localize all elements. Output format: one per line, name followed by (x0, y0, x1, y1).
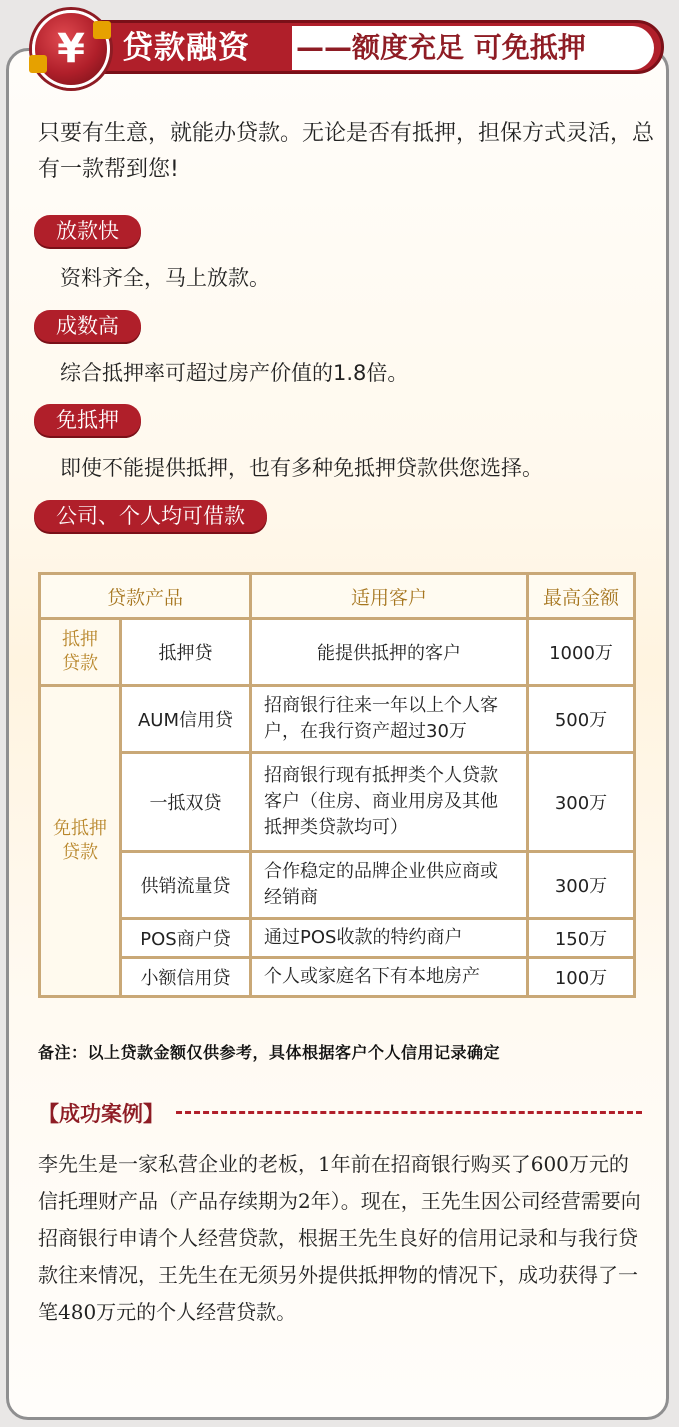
product-cell: AUM信用贷 (122, 687, 249, 751)
header-banner (24, 4, 664, 80)
section-tag-borrowers: 公司、个人均可借款 (34, 500, 267, 532)
customer-cell: 能提供抵押的客户 (252, 620, 526, 684)
table-header-row (41, 575, 633, 617)
feature-tag-no-collateral: 免抵押 (34, 404, 141, 436)
product-cell: 供销流量贷 (122, 853, 249, 917)
banner-title: 贷款融资 (122, 30, 250, 66)
table-row (41, 920, 633, 956)
amount-cell: 300万 (529, 853, 633, 917)
feature-desc-no-collateral: 即使不能提供抵押，也有多种免抵押贷款供您选择。 (60, 456, 543, 480)
header-amount: 最高金额 (529, 575, 633, 617)
feature-desc-fast: 资料齐全，马上放款。 (60, 266, 270, 290)
amount-cell: 150万 (529, 920, 633, 956)
amount-cell: 500万 (529, 687, 633, 751)
product-cell: 一抵双贷 (122, 754, 249, 850)
product-cell: POS商户贷 (122, 920, 249, 956)
category-no-collateral: 免抵押贷款 (41, 687, 119, 995)
amount-cell: 300万 (529, 754, 633, 850)
category-mortgage: 抵押贷款 (41, 620, 119, 684)
footnote: 备注：以上贷款金额仅供参考，具体根据客户个人信用记录确定 (38, 1043, 501, 1062)
yen-coin-icon: ¥ (32, 10, 110, 88)
header-customer: 适用客户 (252, 575, 526, 617)
intro-text: 只要有生意，就能办贷款。无论是否有抵押，担保方式灵活，总有一款帮到您! (38, 121, 655, 182)
loan-products-table (38, 572, 636, 998)
customer-cell: 招商银行现有抵押类个人贷款客户（住房、商业用房及其他抵押类贷款均可） (252, 754, 526, 850)
header-product: 贷款产品 (41, 575, 249, 617)
feature-tag-ratio: 成数高 (34, 310, 141, 342)
product-cell: 抵押贷 (122, 620, 249, 684)
case-title: 【成功案例】 (38, 1102, 164, 1126)
table-row (41, 853, 633, 917)
amount-cell: 100万 (529, 959, 633, 995)
case-text: 李先生是一家私营企业的老板，1年前在招商银行购买了600万元的信托理财产品（产品存续期为2年）。现在，王先生因公司经营需要向招商银行申请个人经营贷款，根据王先生良好的信用记录和与我行贷款往来情况，王先生在无须另外提供抵押物的情况下，成功获得了一笔480万元的个人经营贷款。 (38, 1152, 641, 1324)
customer-cell: 通过POS收款的特约商户 (252, 920, 526, 956)
banner-subtitle: ——额度充足 可免抵押 (296, 31, 586, 64)
customer-cell: 招商银行往来一年以上个人客户，在我行资产超过30万 (252, 687, 526, 751)
feature-desc-ratio: 综合抵押率可超过房产价值的1.8倍。 (60, 361, 409, 385)
feature-tag-fast: 放款快 (34, 215, 141, 247)
table-row (41, 620, 633, 684)
table-row (41, 959, 633, 995)
amount-cell: 1000万 (529, 620, 633, 684)
dashed-divider (176, 1111, 642, 1114)
table-row (41, 754, 633, 850)
table-row (41, 687, 633, 751)
customer-cell: 个人或家庭名下有本地房产 (252, 959, 526, 995)
customer-cell: 合作稳定的品牌企业供应商或经销商 (252, 853, 526, 917)
product-cell: 小额信用贷 (122, 959, 249, 995)
